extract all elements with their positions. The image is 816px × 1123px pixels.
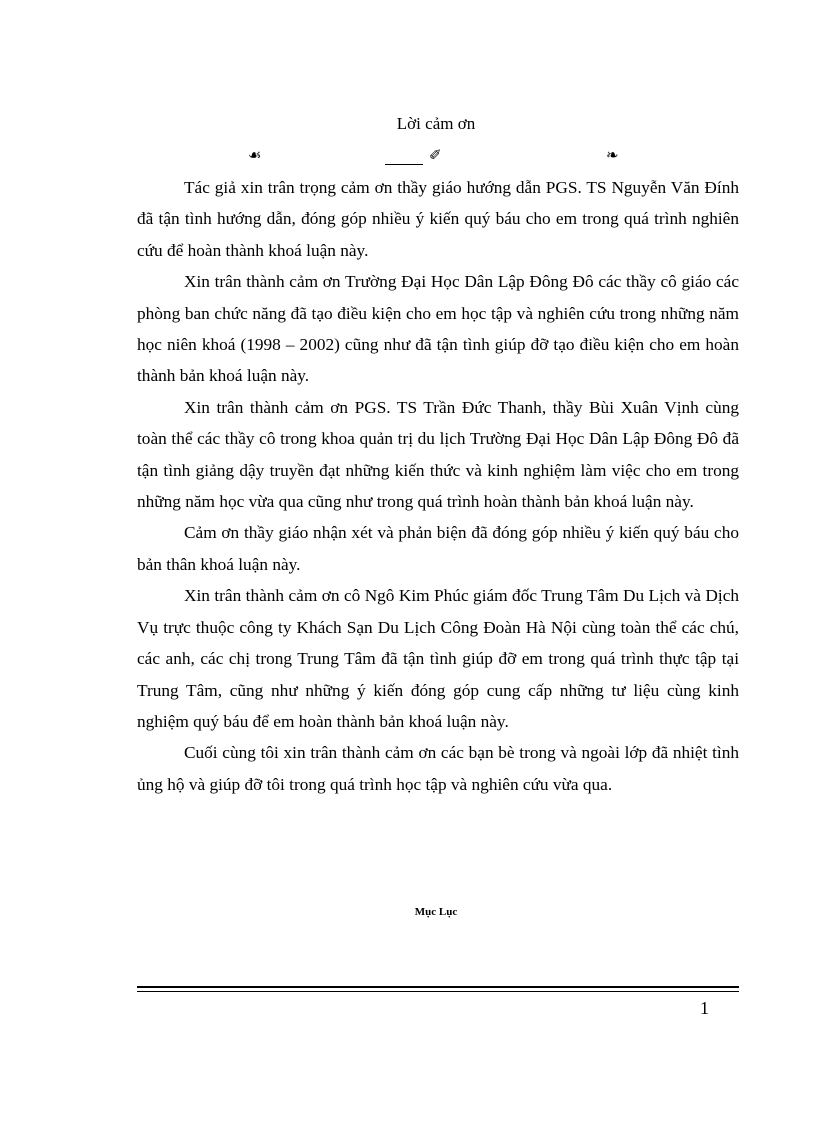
- pen-icon: ✐: [429, 148, 442, 164]
- paragraph: Cuối cùng tôi xin trân thành cảm ơn các bạn bè trong và ngoài lớp đã nhiệt tình ủng hộ và giúp đỡ tôi trong quá trình học tập và nghiên cứu vừa qua.: [137, 743, 739, 794]
- toc-title: Mục Lục: [414, 906, 458, 918]
- ornament-underline: [385, 150, 423, 165]
- ornament-row: [0, 146, 816, 166]
- paragraph: Xin trân thành cảm ơn Trường Đại Học Dân Lập Đông Đô các thầy cô giáo các phòng ban chức năng đã tạo điều kiện cho em học tập và nghiên cứu trong những năm học niên khoá (1998 – 2002) cũng như đã tận tình giúp đỡ tạo điều kiện cho em hoàn thành bản khoá luận này.: [137, 272, 739, 386]
- fleuron-right-icon: ❧: [606, 148, 619, 164]
- fleuron-left-icon: ☙: [248, 148, 262, 164]
- paragraph: Xin trân thành cảm ơn cô Ngô Kim Phúc giám đốc Trung Tâm Du Lịch và Dịch Vụ trực thuộc công ty Khách Sạn Du Lịch Công Đoàn Hà Nội cùng toàn thể các chú, các anh, các chị trong Trung Tâm đã tận tình giúp đỡ em trong quá trình thực tập tại Trung Tâm, cũng như những ý kiến đóng góp cung cấp những tư liệu cùng kinh nghiệm quý báu để em hoàn thành bản khoá luận này.: [137, 586, 739, 731]
- footer-rule-thin: [137, 991, 739, 992]
- page-title: Lời cảm ơn: [396, 114, 476, 133]
- paragraph: Tác giả xin trân trọng cảm ơn thầy giáo hướng dẫn PGS. TS Nguyễn Văn Đính đã tận tình hướng dẫn, đóng góp nhiều ý kiến quý báu cho em trong quá trình nghiên cứu để hoàn thành khoá luận này.: [137, 178, 739, 260]
- paragraph: Xin trân thành cảm ơn PGS. TS Trần Đức Thanh, thầy Bùi Xuân Vịnh cùng toàn thể các thầy cô trong khoa quản trị du lịch Trường Đại Học Dân Lập Đông Đô đã tận tình giảng dậy truyền đạt những kiến thức và kinh nghiệm làm việc cho em trong những năm học vừa qua cũng như trong quá trình hoàn thành bản khoá luận này.: [137, 397, 739, 512]
- footer-rule: [137, 986, 739, 988]
- paragraph: Cảm ơn thầy giáo nhận xét và phản biện đã đóng góp nhiều ý kiến quý báu cho bản thân khoá luận này.: [137, 523, 739, 574]
- acknowledgement-body: [137, 172, 739, 800]
- pen-ornament: [385, 146, 442, 165]
- page-number: 1: [700, 998, 709, 1018]
